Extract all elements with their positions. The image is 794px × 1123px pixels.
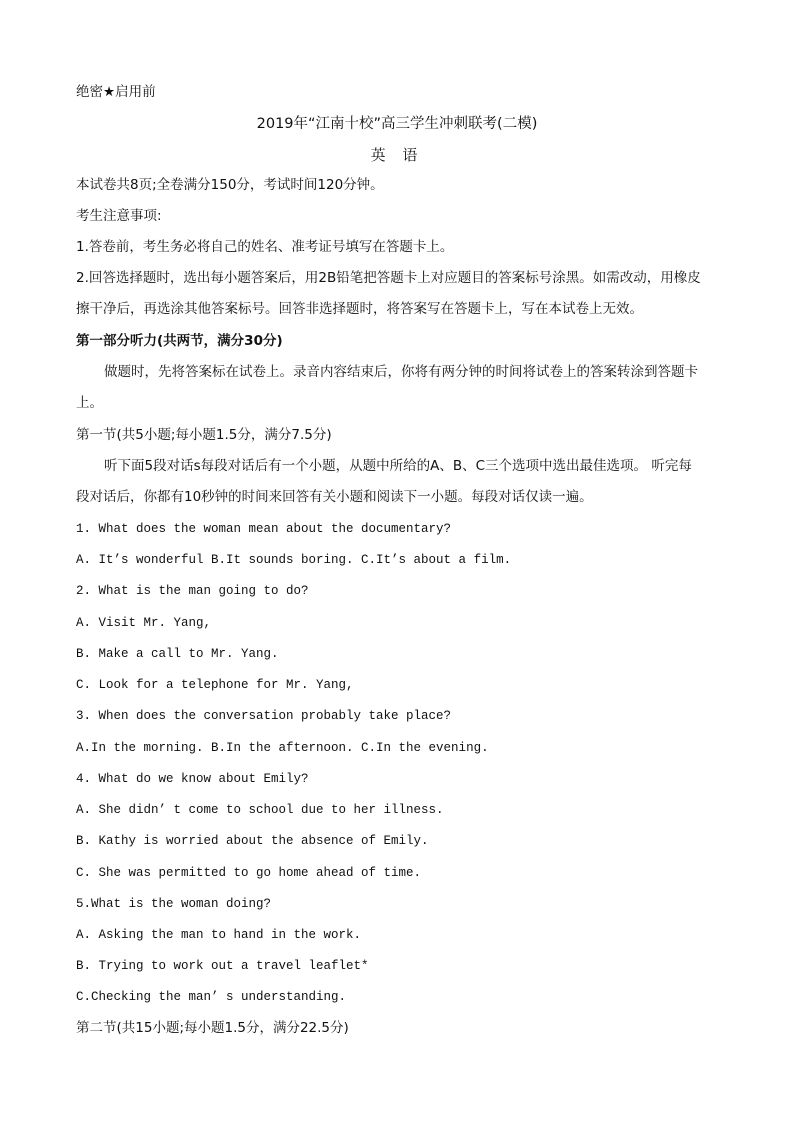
question-2-option-a: A. Visit Mr. Yang, [76, 616, 212, 630]
question-5-option-a: A. Asking the man to hand in the work. [76, 928, 362, 942]
notice-item-2-line2: 擦干净后，再选涂其他答案标号。回答非选择题时，将答案写在答题卡上，写在本试卷上无效。 [76, 301, 643, 317]
question-4-option-b: B. Kathy is worried about the absence of Emily. [76, 834, 429, 848]
notice-heading: 考生注意事项: [76, 208, 162, 224]
question-5-option-b: B. Trying to work out a travel leaflet* [76, 959, 369, 973]
question-5-option-c: C.Checking the man’ s understanding. [76, 990, 347, 1004]
part1-instruction-line1: 做题时，先将答案标在试卷上。录音内容结束后，你将有两分钟的时间将试卷上的答案转涂到答题卡 [104, 364, 698, 380]
section1-instruction-line2: 段对话后，你都有10秒钟的时间来回答有关小题和阅读下一小题。每段对话仅读一遍。 [76, 489, 593, 505]
question-1-options: A. It’s wonderful B.It sounds boring. C.It’s about a film. [76, 553, 512, 567]
section1-heading: 第一节(共5小题;每小题1.5分，满分7.5分) [76, 427, 332, 443]
part1-heading: 第一部分听力(共两节，满分30分) [76, 333, 283, 349]
question-4-option-c: C. She was permitted to go home ahead of time. [76, 866, 422, 880]
question-3-options: A.In the morning. B.In the afternoon. C.In the evening. [76, 741, 489, 755]
question-2-option-c: C. Look for a telephone for Mr. Yang, [76, 678, 354, 692]
section2-heading: 第二节(共15小题;每小题1.5分，满分22.5分) [76, 1020, 349, 1036]
question-4: 4. What do we know about Emily? [76, 772, 309, 786]
section1-instruction-line1: 听下面5段对话s每段对话后有一个小题，从题中所给的A、B、C三个选项中选出最佳选项。 听完每 [104, 458, 692, 474]
question-1: 1. What does the woman mean about the documentary? [76, 522, 452, 536]
notice-item-2-line1: 2.回答选择题时，选出每小题答案后，用2B铅笔把答题卡上对应题目的答案标号涂黑。如需改动，用橡皮 [76, 270, 701, 286]
question-2: 2. What is the man going to do? [76, 584, 309, 598]
exam-summary: 本试卷共8页;全卷满分150分，考试时间120分钟。 [76, 177, 384, 193]
question-4-option-a: A. She didn’ t come to school due to her illness. [76, 803, 444, 817]
question-2-option-b: B. Make a call to Mr. Yang. [76, 647, 279, 661]
part1-instruction-line2: 上。 [76, 395, 103, 411]
exam-title: 2019年“江南十校”高三学生冲刺联考(二模) [256, 116, 538, 132]
question-3: 3. When does the conversation probably take place? [76, 709, 452, 723]
subject-title: 英 语 [370, 146, 424, 164]
confidential-mark: 绝密★启用前 [76, 84, 156, 100]
question-5: 5.What is the woman doing? [76, 897, 272, 911]
notice-item-1: 1.答卷前，考生务必将自己的姓名、准考证号填写在答题卡上。 [76, 239, 454, 255]
